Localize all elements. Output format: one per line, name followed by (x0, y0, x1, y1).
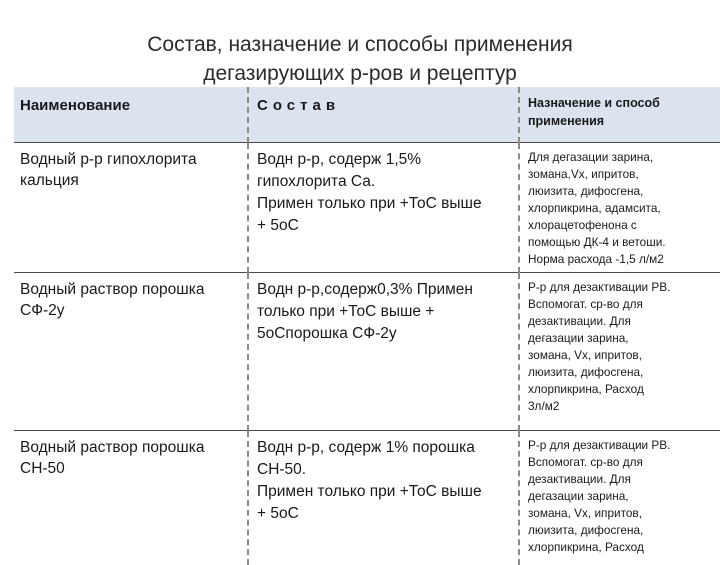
table-row (14, 273, 720, 431)
cell-purpose (519, 143, 720, 273)
cell-name (14, 143, 248, 273)
cell-line: Норма расхода -1,5 л/м2 (528, 251, 716, 268)
cell-line: хлорпикрина, Расход (528, 539, 716, 556)
cell-line: Водный раствор порошка (20, 279, 241, 300)
cell-line: Примен только при +ТоС выше (257, 193, 512, 215)
cell-name (14, 273, 248, 431)
cell-line: Водн р-р,содерж0,3% Примен (257, 279, 512, 301)
header-purpose (519, 87, 720, 143)
cell-line: Вспомогат. ср-во для (528, 454, 716, 471)
cell-line: только при +ТоС выше + (257, 301, 512, 323)
table-row (14, 431, 720, 565)
cell-line: Водный р-р гипохлорита (20, 149, 241, 170)
cell-line: люизита, дифосгена, (528, 522, 716, 539)
cell-line: СН-50. (257, 459, 512, 481)
cell-purpose (519, 273, 720, 431)
cell-line: помощью ДК-4 и ветоши. (528, 234, 716, 251)
header-composition: Состав (248, 87, 519, 143)
cell-composition (248, 273, 519, 431)
cell-line: кальция (20, 170, 241, 191)
cell-line: зомана,Vx, ипритов, (528, 166, 716, 183)
cell-line: СФ-2у (20, 300, 241, 321)
cell-line: дезактивации. Для (528, 471, 716, 488)
slide-title-line-2: дегазирующих р-ров и рецептур (0, 59, 720, 88)
slide-title-line-1: Состав, назначение и способы применения (0, 30, 720, 59)
table-row (14, 143, 720, 273)
table-header-row (14, 87, 720, 143)
cell-line: дезактивации. Для (528, 313, 716, 330)
cell-line: Р-р для дезактивации РВ. (528, 437, 716, 454)
cell-name (14, 431, 248, 565)
cell-composition (248, 431, 519, 565)
cell-purpose (519, 431, 720, 565)
degassing-solutions-table (14, 87, 720, 565)
cell-line: Р-р для дезактивации РВ. (528, 279, 716, 296)
cell-line: Водн р-р, содерж 1,5% (257, 149, 512, 171)
cell-line: люизита, дифосгена, (528, 364, 716, 381)
slide-title (0, 30, 720, 88)
cell-line: + 5оС (257, 503, 512, 525)
cell-line: Водный раствор порошка (20, 437, 241, 458)
cell-line: СН-50 (20, 458, 241, 479)
cell-line: зомана, Vx, ипритов, (528, 505, 716, 522)
cell-line: дегазации зарина, (528, 488, 716, 505)
cell-line: хлорпикрина, адамсита, (528, 200, 716, 217)
cell-line: зомана, Vx, ипритов, (528, 347, 716, 364)
cell-line: + 5оС (257, 215, 512, 237)
cell-line: дегазации зарина, (528, 330, 716, 347)
cell-line: Водн р-р, содерж 1% порошка (257, 437, 512, 459)
header-name: Наименование (14, 87, 248, 143)
cell-composition (248, 143, 519, 273)
cell-line: 5оСпорошка СФ-2у (257, 323, 512, 345)
cell-line: Вспомогат. ср-во для (528, 296, 716, 313)
cell-line: хлорпикрина, Расход (528, 381, 716, 398)
header-purpose-line: применения (528, 112, 720, 130)
cell-line: 3л/м2 (528, 398, 716, 415)
cell-line: Примен только при +ТоС выше (257, 481, 512, 503)
cell-line: люизита, дифосгена, (528, 183, 716, 200)
cell-line: Для дегазации зарина, (528, 149, 716, 166)
cell-line: хлорацетофенона с (528, 217, 716, 234)
header-purpose-line: Назначение и способ (528, 94, 720, 112)
cell-line: гипохлорита Са. (257, 171, 512, 193)
